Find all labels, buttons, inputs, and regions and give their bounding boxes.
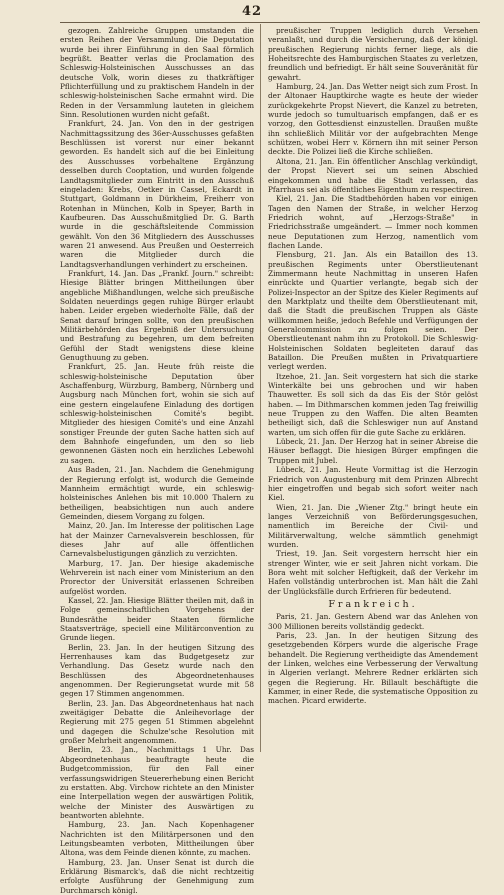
- article-paragraph: Lübeck, 21. Jan. Heute Vormittag ist die Herzogin Friedrich von Augustenburg mit dem Prinzen Albrecht hier eingetroffen und begab sich sofort weiter nach Kiel.: [268, 465, 478, 503]
- article-paragraph: Lübeck, 21. Jan. Der Herzog hat in seiner Abreise die Häuser beflaggt. Die hiesigen Bürger empfingen die Truppen mit Jubel.: [268, 437, 478, 465]
- article-paragraph: Frankfurt, 24. Jan. Von den in der gestrigen Nachmittagssitzung des 36er-Ausschusses gefaßten Beschlüssen ist vorerst nur einer bekannt geworden. Es handelt sich auf die bei Einleitung des Ausschusses vorbehaltene Ergänzung desselben durch Cooptation, und wurden folgende Landtagsmitglieder zum Eintritt in den Ausschuß eingeladen: Krebs, Oetker in Cassel, Eckardt in Stuttgart, Goldmann in Dürkheim, Freiherr von Rotenhan in München, Kolb in Speyer, Barth in Kaufbeuren. Das Ausschußmitglied Dr. G. Barth wurde in die geschäftsleitende Commission gewählt. Von den 36 Mitgliedern des Ausschusses waren 21 anwesend. Aus Preußen und Oesterreich waren die Mitglieder durch die Landtagsverhandlungen verhindert zu erscheinen.: [60, 119, 254, 269]
- left-column: [60, 26, 254, 895]
- article-paragraph: Flensburg, 21. Jan. Als ein Bataillon des 13. preußischen Regiments unter Oberstlieutenant Zimmermann heute Nachmittag in unseren Hafen einrückte und Quartier verlangte, begab sich der Polizei-Inspector an der Spitze des Kieler Regiments auf den Marktplatz und theilte dem Oberstlieutenant mit, daß die Stadt die preußischen Truppen als Gäste willkommen heiße, jedoch Befehle und Verfügungen der Generalcommission zu folgen seien. Der Oberstlieutenant nahm ihn zu Protokoll. Die Schleswig-Holsteinischen Soldaten begleiteten darauf das Bataillon. Die Preußen mußten in Privatquartiere verlegt werden.: [268, 250, 478, 372]
- page-number: 42: [241, 4, 263, 19]
- article-paragraph: Mainz, 20. Jan. Im Interesse der politischen Lage hat der Mainzer Carnevalsverein beschlossen, für dieses Jahr auf alle öffentlichen Carnevalsbelustigungen gänzlich zu verzichten.: [60, 521, 254, 559]
- article-paragraph: gezogen. Zahlreiche Gruppen umstanden die ersten Reihen der Versammlung. Die Deputation wurde bei ihrer Einführung in den Saal förmlich begrüßt. Beatter verlas die Proclamation des Schleswig-Holsteinischen Ausschusses an das deutsche Volk, worin dieses zu thatkräftiger Pflichterfüllung und zu praktischem Handeln in der schleswig-holsteinischen Sache ermahnt wird. Die Reden in der Versammlung lauteten in gleichem Sinn. Resolutionen wurden nicht gefaßt.: [60, 26, 254, 120]
- article-paragraph: Itzehoe, 21. Jan. Seit vorgestern hat sich die starke Winterkälte bei uns gebrochen und wir haben Thauwetter. Es soll sich da das Eis der Stör gelöst haben. — Im Dithmarschen kommen jeden Tag freiwillig neue Truppen zu den Waffen. Die alten Beamten betheiligt sich, daß die Schleswiger nun auf Anstand warten, um sich offen für die gute Sache zu erklären.: [268, 371, 478, 437]
- column-divider: [260, 24, 261, 752]
- article-paragraph: Frankfurt, 14. Jan. Das „Frankf. Journ." schreibt: Hiesige Blätter bringen Mittheilungen über angebliche Mißhandlungen, welche sich preußische Soldaten neuerdings gegen ruhige Bürger erlaubt haben. Leider ergeben wiederholte Fälle, daß der Senat darauf bringen sollte, von den preußischen Militärbehörden das Ergebniß der Untersuchung und Bestrafung zu begehren, um dem befreiten Gefühl der Stadt wenigstens diese kleine Genugthuung zu geben.: [60, 268, 254, 363]
- article-paragraph: Paris, 21. Jan. Gestern Abend war das Anlehen von 300 Millionen bereits vollständig gedeckt.: [268, 612, 478, 631]
- article-paragraph: Marburg, 17. Jan. Der hiesige akademische Wehrverein ist nach einer vom Ministerium an den Prorector der Universität erlassenen Schreiben aufgelöst worden.: [60, 558, 254, 596]
- article-paragraph: Hamburg, 23. Jan. Nach Kopenhagener Nachrichten ist den Militärpersonen und den Leitungsbeamten verboten, Mittheilungen über Altona, was dem Feinde dienen könnte, zu machen.: [60, 820, 254, 858]
- article-paragraph: Paris, 23. Jan. In der heutigen Sitzung des gesetzgebenden Körpers wurde die algerische Frage behandelt. Die Regierung vertheidigte das Amendement der Linken, welches eine Verbesserung der Verwaltung in Algerien verlangt. Mehrere Redner erklärten sich gegen die Regierung. Hr. Billault beschäftigte die Kammer, in einer Rede, die systematische Opposition zu machen. Picard erwiderte.: [268, 631, 478, 706]
- article-paragraph: Berlin, 23. Jan., Nachmittags 1 Uhr. Das Abgeordnetenhaus beauftragte heute die Budgetcommission, für den Fall einer verfassungswidrigen Steuererhebung einen Bericht zu erstatten. Abg. Virchow richtete an den Minister eine Interpellation wegen der auswärtigen Politik, welche der Minister des Auswärtigen zu beantworten ablehnte.: [60, 745, 254, 820]
- article-paragraph: Berlin, 23. Jan. In der heutigen Sitzung des Herrenhauses kam das Budgetgesetz zur Verhandlung. Das Gesetz wurde nach den Beschlüssen des Abgeordnetenhauses angenommen. Der Regierungsetat wurde mit 58 gegen 17 Stimmen angenommen.: [60, 642, 254, 699]
- right-column: [268, 26, 478, 752]
- article-paragraph: Altona, 21. Jan. Ein öffentlicher Anschlag verkündigt, der Propst Nievert sei um seinen Abschied eingekommen und habe die Stadt verlassen, das Pfarrhaus sei als öffentliches Eigenthum zu respectiren.: [268, 156, 478, 194]
- article-paragraph: Kiel, 21. Jan. Die Stadtbehörden haben vor einigen Tagen den Namen der Straße, in welcher Herzog Friedrich wohnt, auf „Herzogs-Straße" in Friedrichsstraße umgeändert. — Immer noch kommen neue Deputationen zum Herzog, namentlich vom flachen Lande.: [268, 194, 478, 250]
- article-paragraph: Hamburg, 24. Jan. Das Wetter neigt sich zum Frost. In der Altonaer Hauptkirche wagte es heute der wieder zurückgekehrte Propst Nievert, die Kanzel zu betreten, wurde jedoch so tumultuarisch empfangen, daß er es vorzog, den Gottesdienst einzustellen. Draußen mußte ihn schließlich Militär vor der aufgebrachten Menge schützen, wobei Herr v. Körnern ihn mit seiner Person deckte. Die Polizei ließ die Kirche schließen.: [268, 82, 478, 157]
- article-paragraph: Wien, 21. Jan. Die „Wiener Ztg." bringt heute ein langes Verzeichniß von Beförderungsgesuchen, namentlich im Bereiche der Civil- und Militärverwaltung, welche sämmtlich genehmigt wurden.: [268, 502, 478, 549]
- article-paragraph: Triest, 19. Jan. Seit vorgestern herrscht hier ein strenger Winter, wie er seit Jahren nicht vorkam. Die Bora weht mit solcher Heftigkeit, daß der Verkehr im Hafen vollständig unterbrochen ist. Man hält die Zahl der Unglücksfälle durch Erfrieren für bedeutend.: [268, 549, 478, 596]
- header-rule: [60, 22, 480, 23]
- article-paragraph: Hamburg, 23. Jan. Unser Senat ist durch die Erklärung Bismarck's, daß die nicht rechtzeitig erfolgte Ausführung der Genehmigung zum Durchmarsch königl.: [60, 857, 254, 895]
- article-paragraph: Aus Baden, 21. Jan. Nachdem die Genehmigung der Regierung erfolgt ist, wodurch die Gemeinde Mannheim ermächtigt wurde, ein schleswig-holsteinisches Anlehen bis mit 10.000 Thalern zu betheiligen, beabsichtigen nun auch andere Gemeinden, diesem Vorgang zu folgen.: [60, 465, 254, 521]
- article-paragraph: Berlin, 23. Jan. Das Abgeordnetenhaus hat nach zweitägiger Debatte die Anleihevorlage der Regierung mit 275 gegen 51 Stimmen abgelehnt und dagegen die Schulze'sche Resolution mit großer Mehrheit angenommen.: [60, 698, 254, 746]
- section-heading: Frankreich.: [328, 598, 418, 610]
- article-paragraph: preußischer Truppen lediglich durch Versehen veranlaßt, und durch die Versicherung, daß der königl. preußischen Regierung nichts ferner liege, als die Hoheitsrechte des Hamburgischen Staates zu verletzen, freundlich und befriedigt. Er hält seine Souveränität für gewahrt.: [268, 26, 478, 82]
- article-paragraph: Kassel, 22. Jan. Hiesige Blätter theilen mit, daß in Folge gemeinschaftlichen Vorgehens der Bundesräthe beider Staaten förmliche Staatsverträge, speciell eine Militärconvention zu Grunde liegen.: [60, 595, 254, 643]
- article-paragraph: Frankfurt, 25. Jan. Heute früh reiste die schleswig-holsteinische Deputation über Aschaffenburg, Würzburg, Bamberg, Nürnberg und Augsburg nach München fort, wohin sie sich auf eine gestern eingelaufene Einladung des dortigen schleswig-holsteinischen Comité's begibt. Mitglieder des hiesigen Comité's und eine Anzahl sonstiger Freunde der guten Sache hatten sich auf dem Bahnhofe eingefunden, um den so lieb gewonnenen Gästen noch ein herzliches Lebewohl zu sagen.: [60, 362, 254, 465]
